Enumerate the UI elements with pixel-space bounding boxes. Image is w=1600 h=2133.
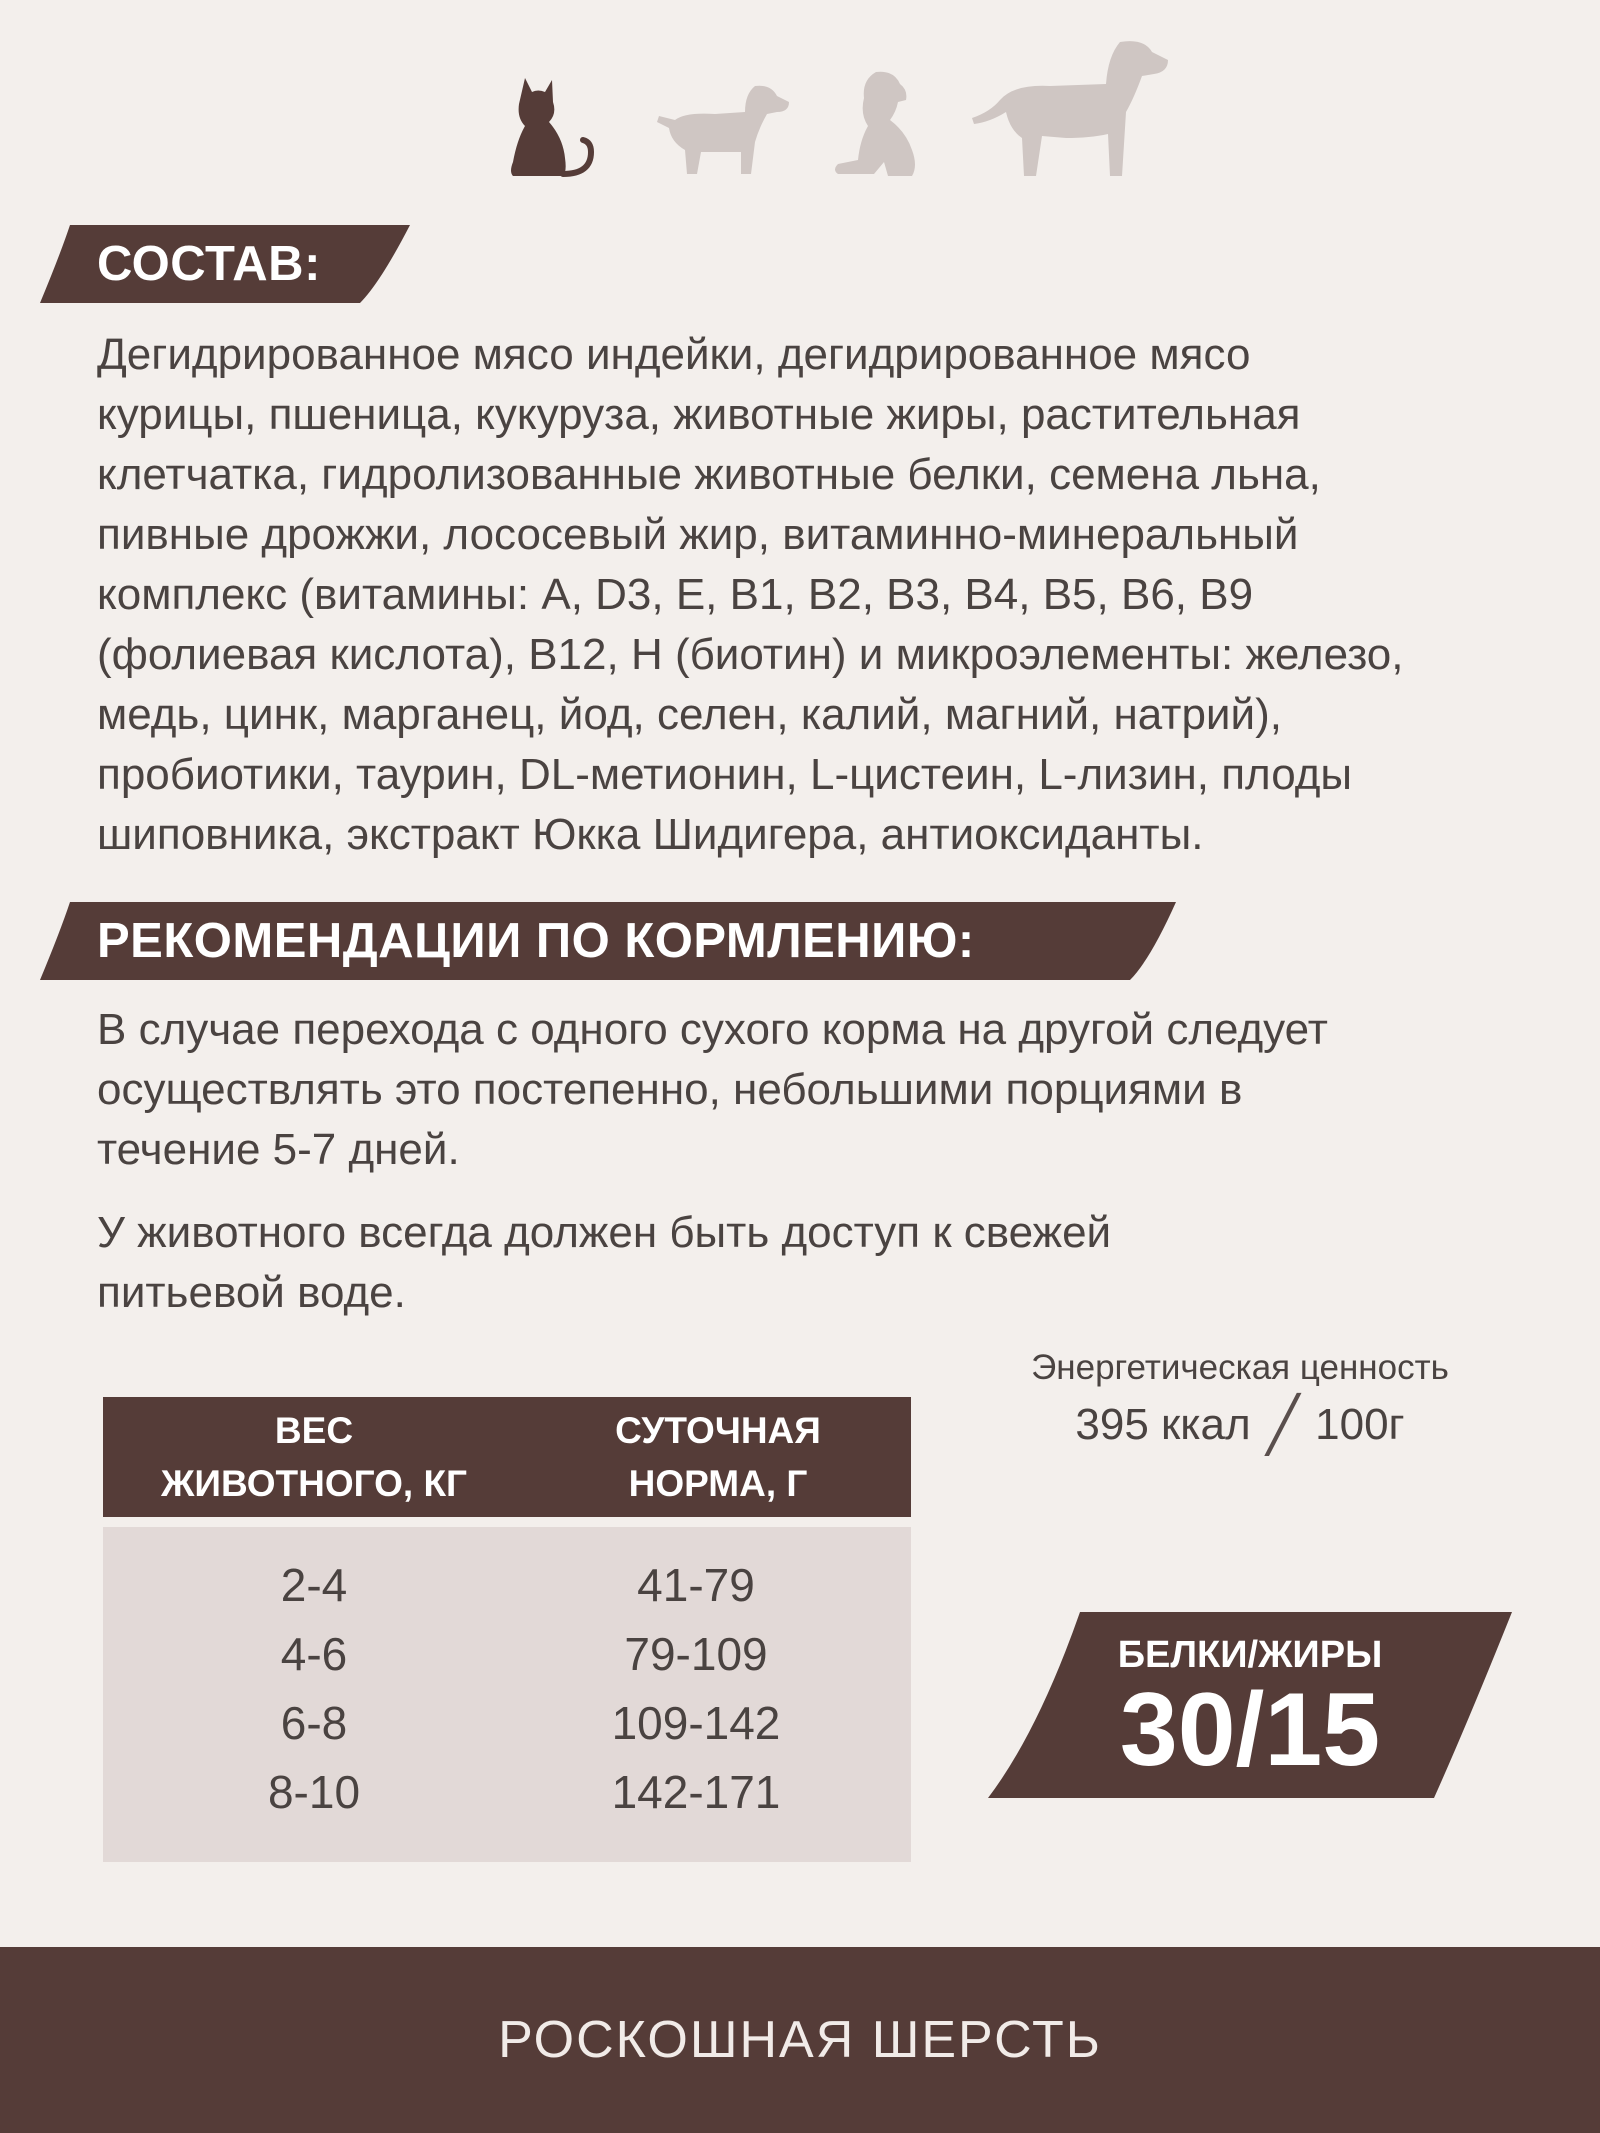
energy-kcal: 395 ккал bbox=[1075, 1400, 1251, 1449]
footer-text: РОСКОШНАЯ ШЕРСТЬ bbox=[498, 2011, 1102, 2069]
composition-line: медь, цинк, марганец, йод, селен, калий, магний, натрий), bbox=[97, 690, 1282, 739]
composition-line: пивные дрожжи, лососевый жир, витаминно-минеральный bbox=[97, 510, 1299, 559]
composition-line: Дегидрированное мясо индейки, дегидрированное мясо bbox=[97, 330, 1251, 379]
composition-line: пробиотики, таурин, DL-метионин, L-цистеин, L-лизин, плоды bbox=[97, 750, 1353, 799]
footer-bar bbox=[0, 1947, 1600, 2133]
dachshund-icon bbox=[655, 82, 790, 180]
animal-icons-row bbox=[0, 0, 1600, 200]
weight-cell: 2-4 bbox=[280, 1559, 348, 1611]
composition-line: шиповника, экстракт Юкка Шидигера, антиоксиданты. bbox=[97, 810, 1204, 859]
feeding-line: У животного всегда должен быть доступ к свежей bbox=[97, 1208, 1112, 1257]
puppy-icon bbox=[832, 70, 928, 180]
norm-cell: 41-79 bbox=[637, 1559, 755, 1611]
norm-cell: 79-109 bbox=[624, 1628, 768, 1680]
composition-line: комплекс (витамины: A, D3, E, B1, B2, B3, B4, B5, B6, B9 bbox=[97, 570, 1254, 619]
header-weight bbox=[103, 1397, 525, 1517]
composition-text bbox=[97, 325, 1577, 865]
header-weight-line: ЖИВОТНОГО, КГ bbox=[160, 1463, 468, 1504]
header-weight-line: ВЕС bbox=[274, 1410, 354, 1451]
energy-value bbox=[960, 1395, 1520, 1455]
large-dog-icon bbox=[970, 38, 1170, 180]
feeding-table-header bbox=[103, 1397, 911, 1517]
energy-per: 100г bbox=[1315, 1400, 1405, 1449]
composition-line: курицы, пшеница, кукуруза, животные жиры, растительная bbox=[97, 390, 1301, 439]
energy-label: Энергетическая ценность bbox=[1031, 1348, 1449, 1387]
table-row bbox=[103, 1758, 911, 1827]
weight-cell: 8-10 bbox=[267, 1766, 361, 1818]
norm-cell: 142-171 bbox=[611, 1766, 781, 1818]
feeding-paragraph-2 bbox=[97, 1203, 1577, 1323]
composition-banner bbox=[0, 225, 410, 303]
composition-line: (фолиевая кислота), B12, H (биотин) и микроэлементы: железо, bbox=[97, 630, 1404, 679]
weight-cell: 6-8 bbox=[280, 1697, 348, 1749]
composition-line: клетчатка, гидролизованные животные белки, семена льна, bbox=[97, 450, 1321, 499]
feeding-line: В случае перехода с одного сухого корма на другой следует bbox=[97, 1005, 1328, 1054]
table-row bbox=[103, 1620, 911, 1689]
feeding-line: осуществлять это постепенно, небольшими порциями в bbox=[97, 1065, 1243, 1114]
header-daily-norm bbox=[525, 1397, 911, 1517]
feeding-line: течение 5-7 дней. bbox=[97, 1125, 460, 1174]
norm-cell: 109-142 bbox=[611, 1697, 781, 1749]
slash-divider: ╱ bbox=[1266, 1395, 1300, 1455]
table-row bbox=[103, 1551, 911, 1620]
protein-fat-value: 30/15 bbox=[1119, 1672, 1381, 1788]
protein-fat-badge bbox=[988, 1612, 1512, 1798]
feeding-title: РЕКОМЕНДАЦИИ ПО КОРМЛЕНИЮ: bbox=[97, 914, 975, 968]
weight-cell: 4-6 bbox=[280, 1628, 348, 1680]
table-row bbox=[103, 1689, 911, 1758]
feeding-paragraph-1 bbox=[97, 1000, 1577, 1180]
header-norm-line: СУТОЧНАЯ bbox=[615, 1410, 821, 1451]
feeding-line: питьевой воде. bbox=[97, 1268, 406, 1317]
header-norm-line: НОРМА, Г bbox=[628, 1463, 808, 1504]
feeding-table-body bbox=[103, 1527, 911, 1862]
cat-icon bbox=[505, 78, 597, 178]
composition-title: СОСТАВ: bbox=[97, 237, 321, 291]
feeding-banner bbox=[0, 902, 1176, 980]
protein-fat-label: БЕЛКИ/ЖИРЫ bbox=[1117, 1634, 1383, 1676]
